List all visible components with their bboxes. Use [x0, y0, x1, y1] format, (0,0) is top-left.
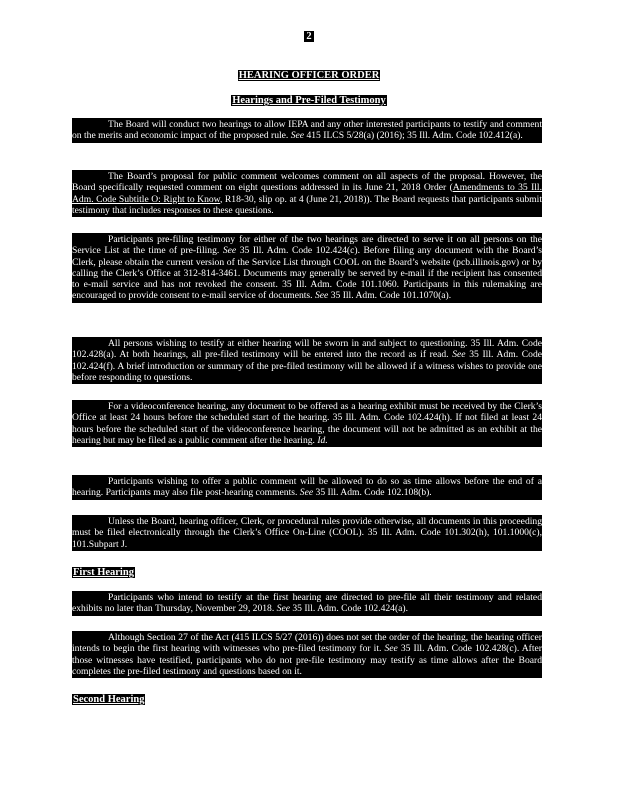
italic-citation: See	[222, 245, 237, 257]
paragraph-text: For a videoconference hearing, any document to be offered as a hearing exhibit must be received by the Clerk’s Office at least 24 hours before the scheduled start of the hearing. 35 Ill. Adm. Code 102.424(h). If not filed at least 24 hours before the scheduled start of the videoconference hearing, the document will not be admitted as an exhibit at the hearing but may be filed as a public comment after the hearing.	[72, 401, 542, 446]
paragraph-text: 35 Ill. Adm. Code 102.424(c). Before filing any document with the Board’s Clerk, please obtain the current version of the Service List through COOL on the Board’s website (pcb.illinois.gov) or by calling the Clerk’s Office at 312-814-3461. Documents may generally be served by e-mail if the recipient has consented to e-mail service and has not revoked the consent. 35 Ill. Adm. Code 101.1060. Participants in this rulemaking are encouraged to provide consent to e-mail service of documents.	[72, 245, 542, 302]
section-title: Hearings and Pre-Filed Testimony	[232, 95, 386, 106]
paragraph-text: 35 Ill. Adm. Code 102.428(c). After those witnesses have testified, participants who do not pre-file testimony may testify as time allows after the Board completes the pre-filed testimony and questions based on it.	[72, 643, 542, 677]
underlined-citation: Amendments to 35 Ill. Adm. Code Subtitle O: Right to Know	[72, 182, 542, 205]
paragraph	[72, 233, 542, 303]
paragraph-text: 35 Ill. Adm. Code 102.424(f). A brief introduction or summary of the pre-filed testimony will be allowed if a witness wishes to provide one before responding to questions.	[72, 349, 543, 383]
order-title: HEARING OFFICER ORDER	[238, 70, 380, 81]
paragraph	[72, 631, 542, 678]
paragraph-text: Although Section 27 of the Act (415 ILCS 5/27 (2016)) does not set the order of the hearing, the hearing officer intends to begin the first hearing with witnesses who pre-filed testimony for it.	[72, 632, 542, 655]
paragraph-text: The Board’s proposal for public comment welcomes comment on all aspects of the proposal. However, the Board specifically requested comment on eight questions addressed in its June 21, 2018 Order (	[72, 171, 542, 194]
paragraph-text: 35 Ill. Adm. Code 102.108(b).	[313, 487, 432, 499]
paragraph	[72, 475, 542, 500]
italic-citation: See	[384, 643, 398, 655]
paragraph-text: The Board will conduct two hearings to allow IEPA and any other interested participants to testify and comment on the merits and economic impact of the proposed rule.	[72, 119, 542, 142]
paragraph	[72, 515, 542, 551]
page-number: 2	[306, 31, 312, 42]
paragraph-text: Participants who intend to testify at the first hearing are directed to pre-file all their testimony and related exhibits no later than Thursday, November 29, 2018.	[72, 592, 542, 615]
italic-citation: Id.	[317, 434, 328, 446]
italic-citation: See	[299, 487, 314, 499]
italic-citation: See	[276, 603, 290, 615]
first-hearing-heading: First Hearing	[73, 567, 134, 578]
paragraph	[72, 337, 542, 384]
paragraph-text: Participants wishing to offer a public comment will be allowed to do so as time allows before the end of a hearing. Participants may also file post-hearing comments.	[72, 476, 542, 499]
paragraph-text: 35 Ill. Adm. Code 101.1070(a).	[328, 290, 452, 302]
paragraph	[72, 591, 542, 616]
italic-citation: See	[290, 130, 305, 142]
paragraph	[72, 170, 542, 217]
second-hearing-heading: Second Hearing	[73, 694, 145, 705]
paragraph-text: Participants pre-filing testimony for either of the two hearings are directed to serve it on all persons on the Service List at the time of pre-filing.	[72, 234, 542, 257]
paragraph-text: All persons wishing to testify at either hearing will be sworn in and subject to questioning. 35 Ill. Adm. Code 102.428(a). At both hearings, all pre-filed testimony will be entered into the record as if read.	[72, 338, 542, 361]
paragraph-text: 415 ILCS 5/28(a) (2016); 35 Ill. Adm. Code 102.412(a).	[304, 130, 523, 142]
paragraph-text: 35 Ill. Adm. Code 102.424(a).	[289, 603, 409, 615]
italic-citation: See	[452, 349, 466, 361]
paragraph	[72, 400, 542, 447]
paragraph-text: Unless the Board, hearing officer, Clerk, or procedural rules provide otherwise, all documents in this proceeding must be filed electronically through the Clerk’s Office On-Line (COOL). 35 Ill. Adm. Code 101.302(h), 101.1000(c), 101.Subpart J.	[72, 516, 542, 550]
paragraph-text: , R18-30, slip op. at 4 (June 21, 2018)). The Board requests that participants submit testimony that includes responses to these questions.	[72, 193, 542, 216]
paragraph	[72, 118, 542, 143]
italic-citation: See	[314, 290, 329, 302]
